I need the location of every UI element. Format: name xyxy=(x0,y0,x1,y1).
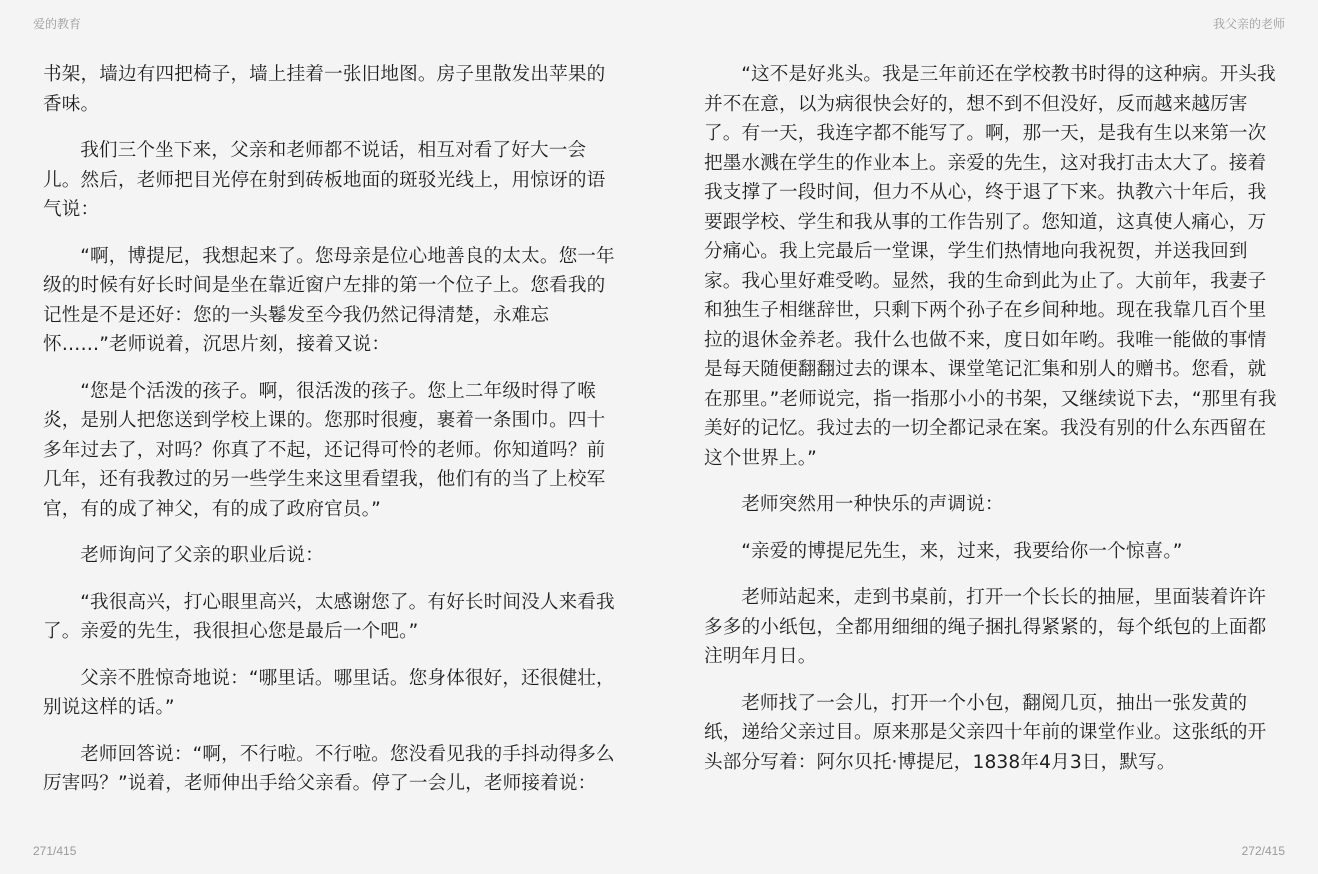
book-title-header: 爱的教育 xyxy=(33,17,82,31)
paragraph: 我们三个坐下来，父亲和老师都不说话，相互对看了好大一会儿。然后，老师把目光停在射到砖板地面的斑驳光线上，用惊讶的语气说： xyxy=(43,140,606,220)
page-number: 271/415 xyxy=(33,844,77,858)
page-number: 272/415 xyxy=(1241,844,1285,858)
paragraph: 老师回答说：“啊，不行啦。不行啦。您没看见我的手抖动得多么厉害吗？”说着，老师伸出手给父亲看。停了一会儿，老师接着说： xyxy=(43,743,615,794)
page-text xyxy=(704,60,1279,794)
paragraph: 老师找了一会儿，打开一个小包，翻阅几页，抽出一张发黄的纸，递给父亲过目。原来那是父亲四十年前的课堂作业。这张纸的开头部分写着：阿尔贝托·博提尼，1838年4月3日，默写。 xyxy=(704,692,1267,773)
paragraph: 老师站起来，走到书桌前，打开一个长长的抽屉，里面装着许许多多的小纸包，全都用细细的绳子捆扎得紧紧的，每个纸包的上面都注明年月日。 xyxy=(704,587,1267,667)
paragraph: “我很高兴，打心眼里高兴，太感谢您了。有好长时间没人来看我了。亲爱的先生，我很担心您是最后一个吧。” xyxy=(43,591,615,642)
paragraph: “啊，博提尼，我想起来了。您母亲是位心地善良的太太。您一年级的时候有好长时间是坐在靠近窗户左排的第一个位子上。您看我的记性是不是还好：您的一头鬈发至今我仍然记得清楚，永难忘怀……”老师说着，沉思片刻，接着又说： xyxy=(43,245,615,355)
paragraph: 老师询问了父亲的职业后说： xyxy=(80,545,324,566)
page-text xyxy=(43,60,618,816)
paragraph: 书架，墙边有四把椅子，墙上挂着一张旧地图。房子里散发出苹果的香味。 xyxy=(43,64,606,115)
chapter-title-header: 我父亲的老师 xyxy=(1212,17,1285,31)
right-page[interactable] xyxy=(659,0,1318,874)
paragraph: “这不是好兆头。我是三年前还在学校教书时得的这种病。开头我并不在意，以为病很快会好的，想不到不但没好，反而越来越厉害了。有一天，我连字都不能写了。啊，那一天，是我有生以来第一次把墨水溅在学生的作业本上。亲爱的先生，这对我打击太大了。接着我支撑了一段时间，但力不从心，终于退了下来。执教六十年后，我要跟学校、学生和我从事的工作告别了。您知道，这真使人痛心，万分痛心。我上完最后一堂课，学生们热情地向我祝贺，并送我回到家。我心里好难受哟。显然，我的生命到此为止了。大前年，我妻子和独生子相继辞世，只剩下两个孙子在乡间种地。现在我靠几百个里拉的退休金养老。我什么也做不来，度日如年哟。我唯一能做的事情是每天随便翻翻过去的课本、课堂笔记汇集和别人的赠书。您看，就在那里。”老师说完，指一指那小小的书架，又继续说下去，“那里有我美好的记忆。我过去的一切全都记录在案。我没有别的什么东西留在这个世界上。” xyxy=(704,64,1277,469)
paragraph: 老师突然用一种快乐的声调说： xyxy=(741,494,1004,515)
paragraph: “亲爱的博提尼先生，来，过来，我要给你一个惊喜。” xyxy=(741,540,1183,562)
paragraph: 父亲不胜惊奇地说：“哪里话。哪里话。您身体很好，还很健壮，别说这样的话。” xyxy=(43,667,615,718)
paragraph: “您是个活泼的孩子。啊，很活泼的孩子。您上二年级时得了喉炎，是别人把您送到学校上课的。您那时很瘦，裹着一条围巾。四十多年过去了，对吗？你真了不起，还记得可怜的老师。你知道吗？前几年，还有我教过的另一些学生来这里看望我，他们有的当了上校军官，有的成了神父，有的成了政府官员。” xyxy=(43,380,606,520)
